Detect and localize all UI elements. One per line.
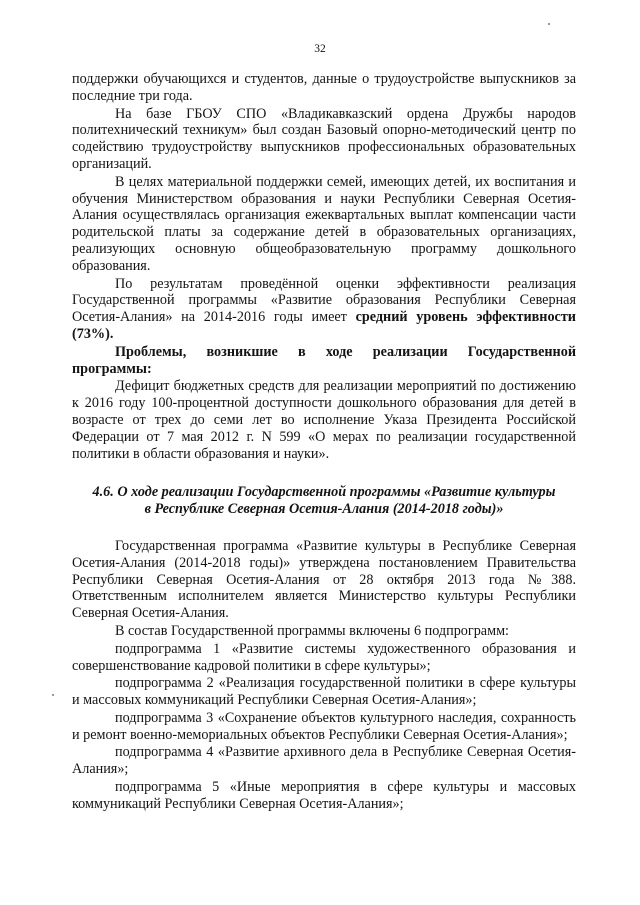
paragraph: поддержки обучающихся и студентов, данные о трудоустройстве выпускников за последние три года. [72, 71, 576, 104]
document-body [72, 71, 576, 813]
subprogram-item: подпрограмма 2 «Реализация государственной политики в сфере культуры и массовых коммуникаций Республики Северная Осетия-Алания»; [72, 675, 576, 709]
scan-speck [52, 694, 54, 696]
page-number: 32 [314, 43, 326, 55]
paragraph: Государственная программа «Развитие культуры в Республике Северная Осетия-Алания (2014-2018 годы)» утверждена постановлением Правительства Республики Северная Осетия-Алания от 28 октября 2013 года №388. Ответственным исполнителем является Министерство культуры Республики Северная Осетия-Алания. [72, 537, 576, 622]
paragraph: В целях материальной поддержки семей, имеющих детей, их воспитания и обучения Министерством образования и науки Республики Северная Осетия-Алания осуществлялась организация ежеквартальных выплат компенсации части родительской платы за содержание детей в образовательных организациях, реализующих основную общеобразовательную программу дошкольного образования. [72, 173, 576, 274]
result-text: По результатам проведённой оценки эффективности реализация Государственной программы «Развитие образования Республики Северная Осетия-Алания» на 2014-2016 годы имеет [72, 275, 576, 326]
problems-heading: Проблемы, возникшие в ходе реализации Государственной программы: [72, 343, 576, 377]
paragraph: На базе ГБОУ СПО «Владикавказский ордена Дружбы народов политехнический техникум» был создан Базовый опорно-методический центр по содействию трудоустройству выпускников профессиональных образовательных организаций. [72, 105, 576, 172]
subprogram-item: подпрограмма 3 «Сохранение объектов культурного наследия, сохранность и ремонт военно-мемориальных объектов Республики Северная Осетия-Алания»; [72, 709, 576, 743]
scan-speck [548, 23, 550, 25]
section-heading-line: в Республике Северная Осетия-Алания (2014-2018 годы)» [144, 501, 504, 518]
subprogram-item: подпрограмма 5 «Иные мероприятия в сфере культуры и массовых коммуникаций Республики Северная Осетия-Алания»; [72, 779, 576, 812]
section-heading-line: 4.6. О ходе реализации Государственной программы «Развитие культуры [92, 484, 556, 501]
paragraph: Дефицит бюджетных средств для реализации мероприятий по достижению к 2016 году 100-процентной доступности дошкольного образования для детей в возрасте от трех до семи лет во исполнение Указа Президента Российской Федерации от 7 мая 2012 г. N 599 «О мерах по реализации государственной политики в области образования и науки». [72, 378, 576, 462]
subprogram-item: подпрограмма 1 «Развитие системы художественного образования и совершенствование кадровой политики в сфере культуры»; [72, 640, 576, 674]
result-paragraph [72, 276, 576, 343]
section-heading [72, 484, 576, 518]
subprogram-item: подпрограмма 4 «Развитие архивного дела в Республике Северная Осетия-Алания»; [72, 744, 576, 778]
paragraph: В состав Государственной программы включены 6 подпрограмм: [115, 622, 509, 639]
efficiency-level: средний уровень эффективности (73%). [72, 309, 576, 342]
